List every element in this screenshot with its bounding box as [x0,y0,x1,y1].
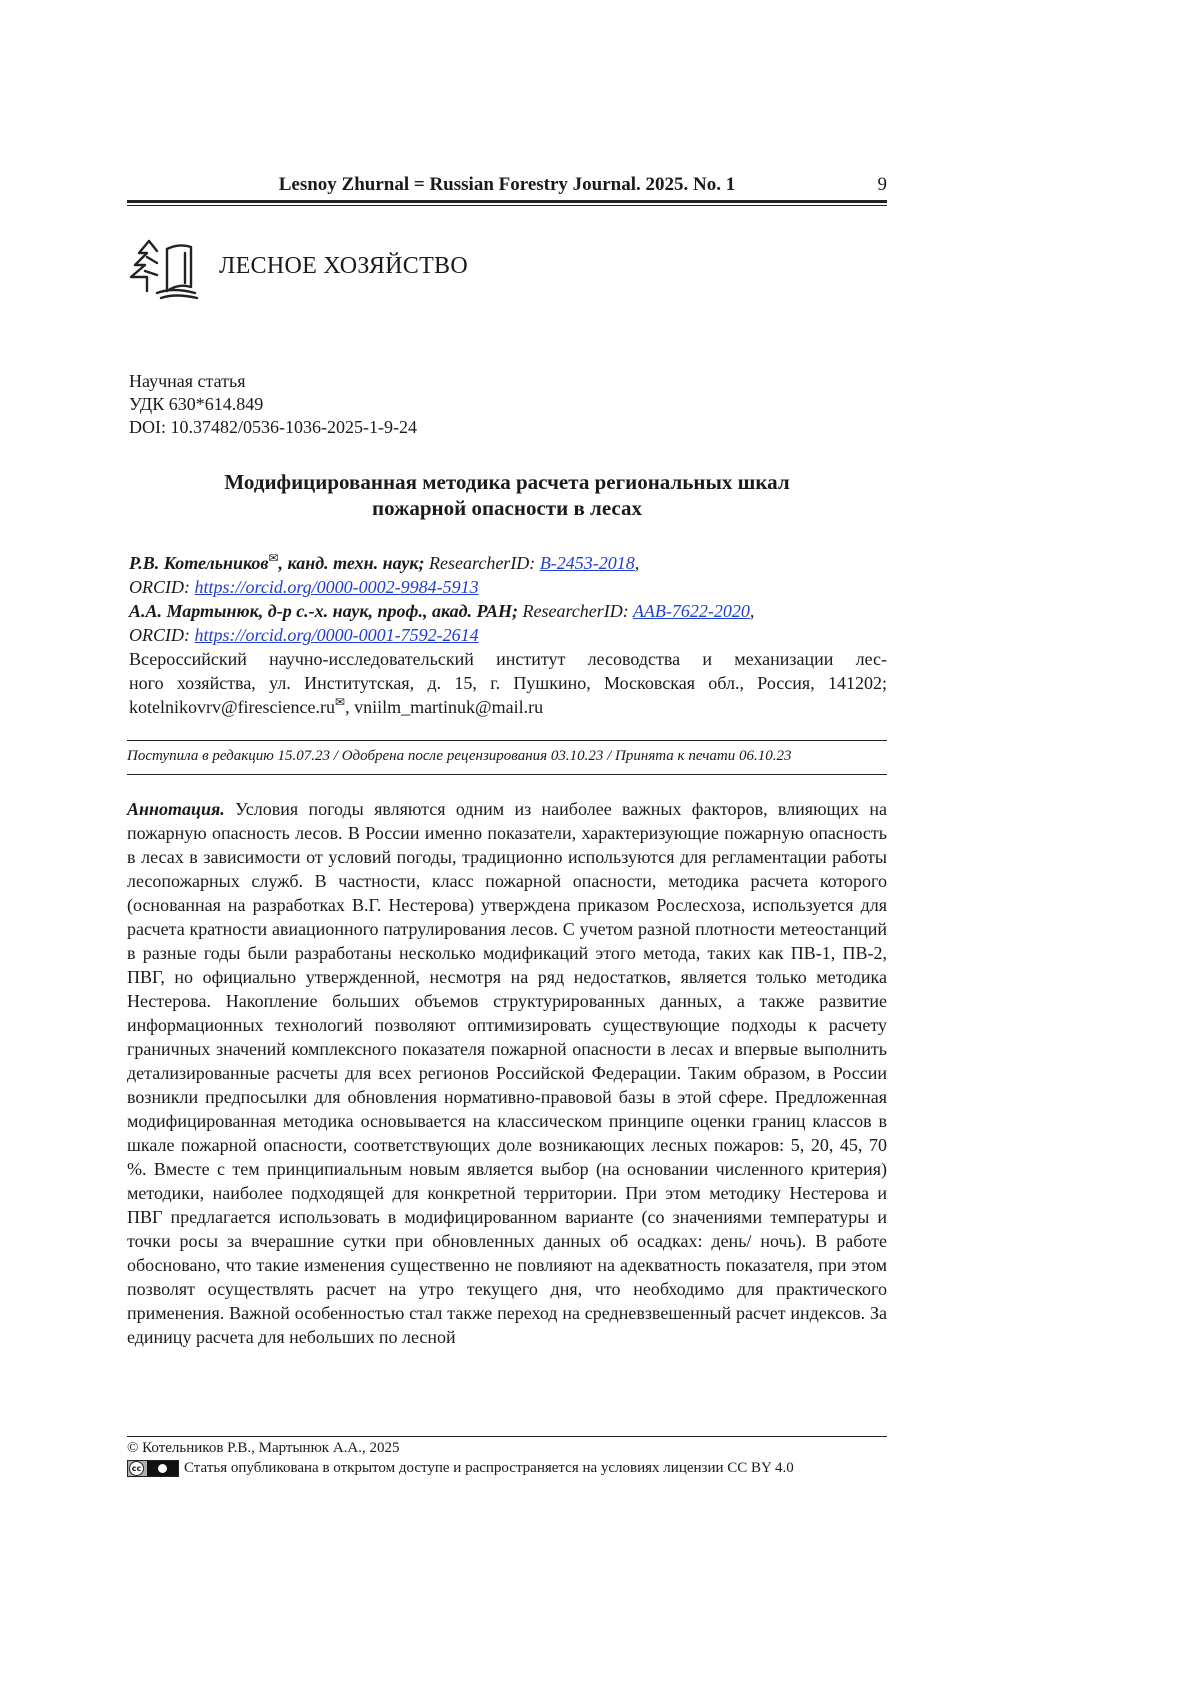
divider-top [127,740,887,741]
header-rule-thick [127,200,887,203]
received-dates: Поступила в редакцию 15.07.23 / Одобрена после рецензирования 03.10.23 / Принята к печати 06.10.23 [127,748,792,764]
affiliation [129,647,887,719]
author-1-line: Р.В. Котельников✉, канд. техн. наук; ResearcherID: B-2453-2018, [129,551,640,573]
divider-bottom [127,774,887,775]
envelope-icon: ✉ [268,551,279,565]
article-title [127,469,887,521]
envelope-icon: ✉ [335,695,346,709]
authors-block [129,551,887,719]
author-1-degree: , канд. техн. наук; [278,553,425,573]
affiliation-line-1: Всероссийский научно-исследовательский институт лесоводства и механизации лес- [129,649,887,669]
author-1-orcid-link[interactable]: https://orcid.org/0000-0002-9984-5913 [194,577,479,597]
affiliation-line-2: ного хозяйства, ул. Институтская, д. 15, г. Пушкино, Московская обл., Россия, 141202; [129,673,887,693]
by-icon [147,1461,178,1476]
tree-book-logo-icon [127,235,203,303]
title-line-2: пожарной опасности в лесах [372,496,642,520]
header-rule-thin [127,205,887,206]
author-2-researcherid-link[interactable]: AAB-7622-2020 [632,601,750,621]
author-1-orcid-label: ORCID: [129,577,195,597]
author-1-name: Р.В. Котельников [129,553,269,573]
abstract-text: Условия погоды являются одним из наиболее важных факторов, влияющих на пожарную опасность лесов. В России именно показатели, характеризующие пожарную опасность в лесах в зависимости от условий погоды, традиционно используются для регламентации работы лесопожарных служб. В частности, класс пожарной опасности, методика расчета которого (основанная на разработках В.Г. Нестерова) утверждена приказом Рослесхоза, используется для расчета кратности авиационного патрулирования лесов. С учетом разной плотности метеостанций в разные годы были разработаны несколько модификаций этого метода, таких как ПВ-1, ПВ-2, ПВГ, но официально утвержденной, несмотря на ряд недостатков, является только методика Нестерова. Накопление больших объемов структурированных данных, а также развитие информационных технологий позволяют оптимизировать существующие подходы к расчету граничных значений комплексного показателя пожарной опасности в лесах и впервые выполнить детализированные расчеты для всех регионов Российской Федерации. Таким образом, в России возникли предпосылки для обновления нормативно-правовой базы в этой сфере. Предложенная модифицированная методика основывается на классическом принципе оценки границ классов в шкале пожарной опасности, соответствующих доле возникающих лесных пожаров: 5, 20, 45, 70 %. Вместе с тем принципиальным новым является выбор (на основании численного критерия) методики, наиболее подходящей для конкретной территории. При этом методику Нестерова и ПВГ предлагается использовать в модифицированном варианте (со значениями температуры и точки росы за вчерашние сутки при обновленных данных об осадках: день/ ночь). В работе обосновано, что такие изменения существенно не повлияют на адекватность показателя, при этом позволят осуществлять расчет на утро текущего дня, что необходимо для практического применения. Важной особенностью стал также переход на средневзвешенный расчет индексов. За единицу расчета для небольших по лесной [127,799,887,1347]
author-2-orcid-label: ORCID: [129,625,195,645]
running-header [127,174,887,198]
author-1-rid-label: ResearcherID: [424,553,540,573]
license-text: Статья опубликована в открытом доступе и распространяется на условиях лицензии CC BY 4.0 [184,1460,794,1476]
article-type: Научная статья [129,371,246,391]
section-title: ЛЕСНОЕ ХОЗЯЙСТВО [219,253,468,279]
abstract-label: Аннотация. [127,799,225,819]
doi: DOI: 10.37482/0536-1036-2025-1-9-24 [129,417,417,437]
journal-title: Lesnoy Zhurnal = Russian Forestry Journal. 2025. No. 1 [278,174,736,195]
author-2-orcid-link[interactable]: https://orcid.org/0000-0001-7592-2614 [194,625,479,645]
author-2-name: А.А. Мартынюк, д-р с.-х. наук, проф., акад. РАН; [129,601,518,621]
author-2-rid-label: ResearcherID: [517,601,633,621]
author-1-orcid-line [129,575,887,599]
emails [129,695,887,719]
udc-code: УДК 630*614.849 [129,394,264,414]
email-2[interactable]: , vniilm_martinuk@mail.ru [345,697,544,717]
author-2-orcid-line [129,623,887,647]
copyright: © Котельников Р.В., Мартынюк А.А., 2025 [127,1440,400,1456]
author-2-line: А.А. Мартынюк, д-р с.-х. наук, проф., акад. РАН; ResearcherID: AAB-7622-2020, [129,601,755,621]
email-1[interactable]: kotelnikovrv@firescience.ru [129,697,335,717]
author-1-researcherid-link[interactable]: B-2453-2018 [539,553,635,573]
cc-by-badge-icon [127,1460,179,1477]
title-line-1: Модифицированная методика расчета региональных шкал [224,470,790,494]
abstract [127,797,887,1349]
article-meta [129,370,417,439]
page-number: 9 [877,174,887,195]
license-line [127,1460,794,1477]
cc-icon: cc [129,1461,144,1476]
footer-rule [127,1436,887,1437]
